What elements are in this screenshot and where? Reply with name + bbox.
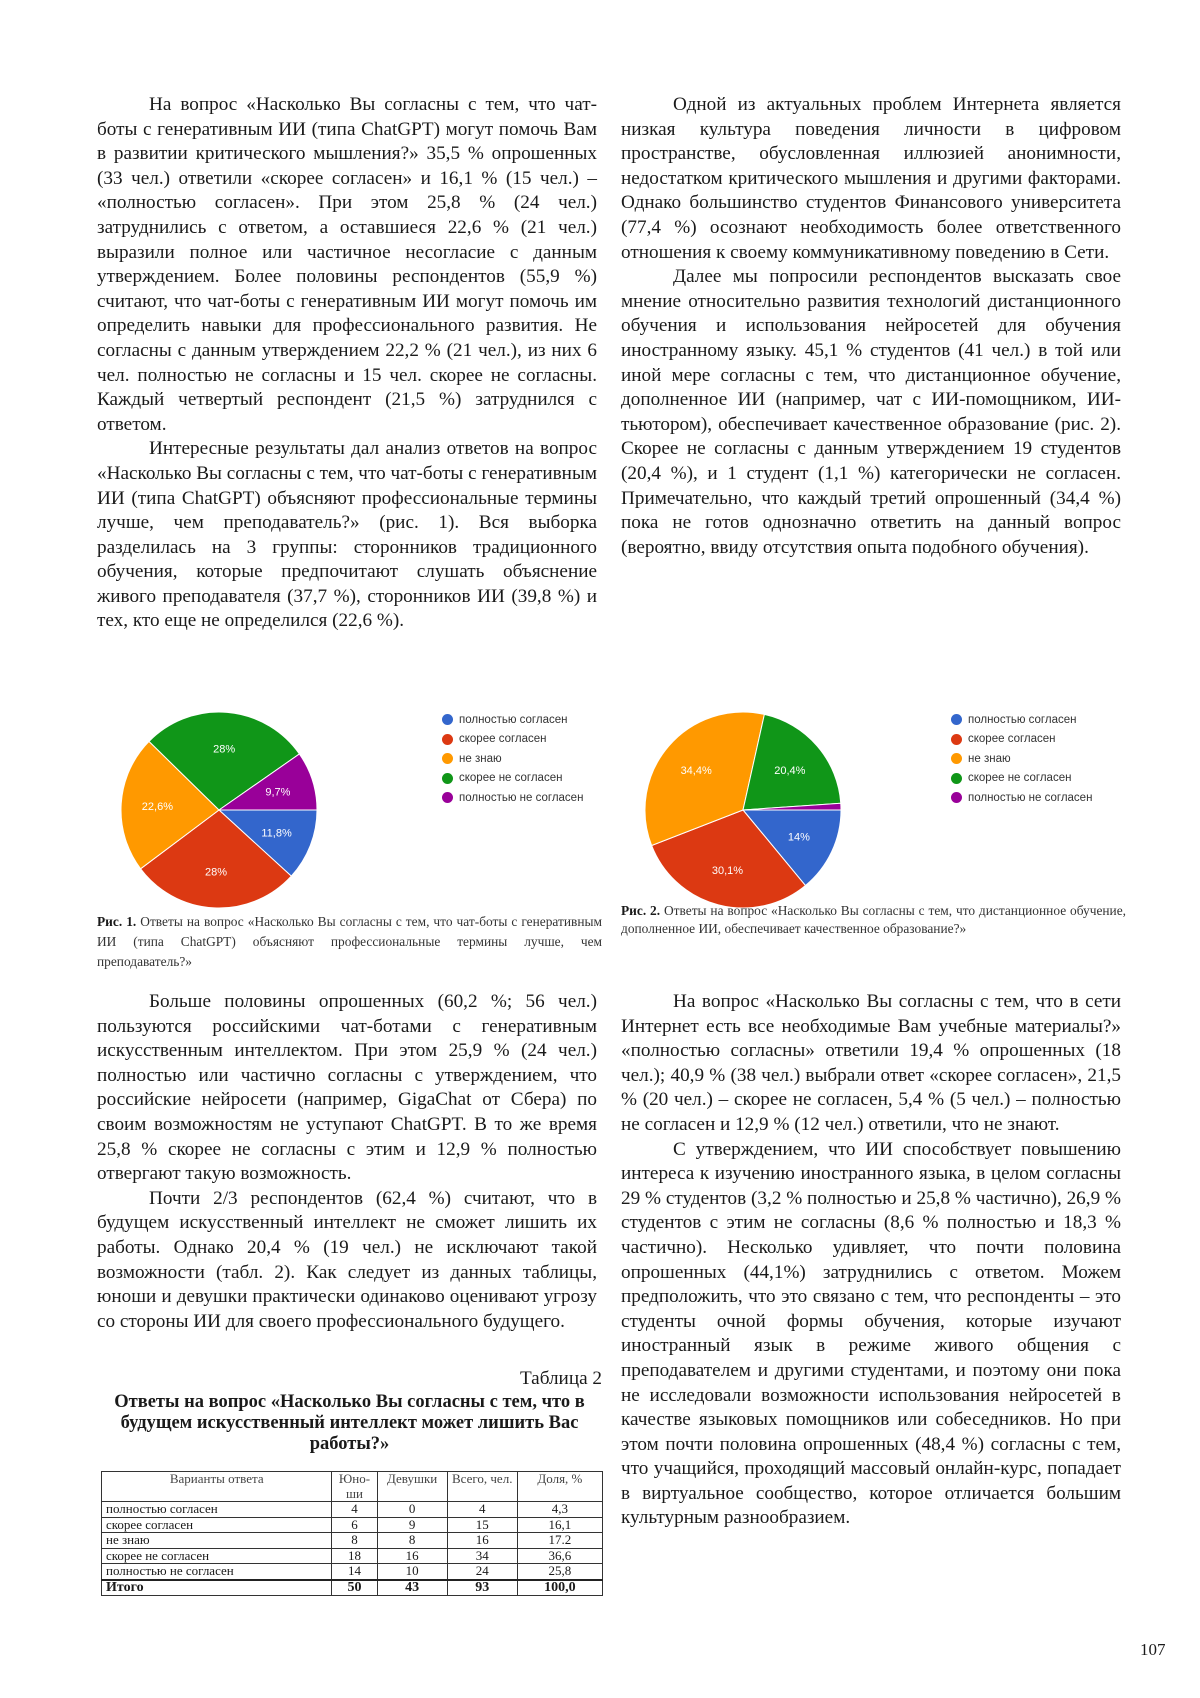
legend-label: полностью не согласен <box>459 791 584 804</box>
cell: 15 <box>447 1517 517 1533</box>
table-title: Ответы на вопрос «Насколько Вы согласны с тем, что в будущем искусственный интеллект может лишить Вас работы?» <box>114 1392 585 1454</box>
right-column-top <box>621 93 1121 560</box>
figure-1 <box>97 700 607 912</box>
legend-swatch-icon <box>442 714 453 725</box>
legend-label: полностью согласен <box>459 713 568 726</box>
header-cell: Юно-ши <box>332 1472 377 1502</box>
left-column-top <box>97 93 597 634</box>
slice-label: 20,4% <box>774 764 806 777</box>
pie-chart-2 <box>643 710 843 910</box>
table-row <box>102 1502 603 1518</box>
table-row <box>102 1564 603 1580</box>
cell: 4,3 <box>517 1502 602 1518</box>
legend-item <box>951 710 1092 730</box>
table-row <box>102 1548 603 1564</box>
paragraph: На вопрос «Насколько Вы согласны с тем, что в сети Интернет есть все необходимые Вам учебные материалы?» «полностью согласны» ответили 19,4 % опрошенных (18 чел.); 40,9 % (38 чел.) выбрали ответ «скорее согласен», 21,5 % (20 чел.) – скорее не согласен, 5,4 % (5 чел.) – полностью не согласен и 12,9 % (12 чел.) ответили, что не знают. <box>621 991 1121 1135</box>
cell: полностью не согласен <box>102 1564 332 1580</box>
legend-item <box>442 769 583 789</box>
slice-label: 28% <box>213 743 236 756</box>
cell: 100,0 <box>517 1580 602 1596</box>
legend-label: не знаю <box>968 752 1011 765</box>
figure-2 <box>621 700 1131 912</box>
figure-2-caption <box>621 902 1126 938</box>
right-column-bottom <box>621 990 1121 1531</box>
cell: 50 <box>332 1580 377 1596</box>
legend-label: не знаю <box>459 752 502 765</box>
caption-label: Рис. 2. <box>621 903 661 918</box>
table-label: Таблица 2 <box>519 1368 602 1389</box>
cell: полностью согласен <box>102 1502 332 1518</box>
legend-item <box>951 769 1092 789</box>
legend-swatch-icon <box>951 773 962 784</box>
cell: не знаю <box>102 1533 332 1549</box>
pie-chart-1 <box>119 710 319 910</box>
cell: 10 <box>377 1564 447 1580</box>
cell: 0 <box>377 1502 447 1518</box>
paragraph: Далее мы попросили респондентов высказать свое мнение относительно развития технологий дистанционного обучения и использования нейросетей для обучения иностранному языку. 45,1 % студентов (41 чел.) в той или иной мере согласны с тем, что дистанционное обучение, дополненное ИИ (например, чат с ИИ-помощником, ИИ-тьютором), обеспечивает качественное образование (рис. 2). Скорее не согласны с данным утверждением 19 студентов (20,4 %), и 1 студент (1,1 %) категорически не согласен. Примечательно, что каждый третий опрошенный (34,4 %) пока не готов однозначно ответить на данный вопрос (вероятно, ввиду отсутствия опыта подобного обучения). <box>621 266 1121 558</box>
legend-label: скорее не согласен <box>459 772 563 785</box>
legend-2 <box>951 710 1092 808</box>
legend-swatch-icon <box>951 753 962 764</box>
legend-item <box>442 710 583 730</box>
legend-item <box>951 749 1092 769</box>
slice-label: 14% <box>787 831 810 844</box>
table-row <box>102 1517 603 1533</box>
legend-label: скорее согласен <box>968 733 1056 746</box>
page-number: 107 <box>1140 1640 1166 1659</box>
table-row <box>102 1533 603 1549</box>
table-header-row <box>102 1472 603 1502</box>
cell: скорее согласен <box>102 1517 332 1533</box>
legend-label: скорее не согласен <box>968 772 1072 785</box>
cell: 8 <box>377 1533 447 1549</box>
paragraph: На вопрос «Насколько Вы согласны с тем, что чат-боты с генеративным ИИ (типа ChatGPT) могут помочь Вам в развитии критического мышления?» 35,5 % опрошенных (33 чел.) ответили «скорее согласен» и 16,1 % (15 чел.) – «полностью согласен». При этом 25,8 % (24 чел.) затруднились с ответом, а оставшиеся 22,6 % (21 чел.) выразили полное или частичное несогласие с данным утверждением. Более половины респондентов (55,9 %) считают, что чат-боты с генеративным ИИ могут помочь им определить навыки для профессионального развития. Не согласны с данным утверждением 22,2 % (21 чел.), из них 6 чел. полностью не согласны и 15 чел. скорее не согласны. Каждый четвертый респондент (21,5 %) затруднился с ответом. <box>97 94 597 435</box>
legend-item <box>442 788 583 808</box>
cell: 36,6 <box>517 1548 602 1564</box>
legend-swatch-icon <box>442 734 453 745</box>
legend-swatch-icon <box>951 714 962 725</box>
cell: 4 <box>447 1502 517 1518</box>
slice-label: 34,4% <box>680 764 712 777</box>
slice-label: 28% <box>204 866 228 879</box>
legend-swatch-icon <box>951 734 962 745</box>
cell: 8 <box>332 1533 377 1549</box>
cell: 9 <box>377 1517 447 1533</box>
data-table <box>101 1471 603 1596</box>
cell: 25,8 <box>517 1564 602 1580</box>
slice-label: 11,8% <box>261 827 292 840</box>
slice-label: 9,7% <box>265 786 291 799</box>
legend-item <box>442 730 583 750</box>
cell: 16 <box>447 1533 517 1549</box>
cell: 6 <box>332 1517 377 1533</box>
legend-swatch-icon <box>442 773 453 784</box>
legend-label: полностью не согласен <box>968 791 1093 804</box>
legend-label: полностью согласен <box>968 713 1077 726</box>
legend-swatch-icon <box>442 792 453 803</box>
header-cell: Варианты ответа <box>102 1472 332 1502</box>
legend-swatch-icon <box>951 792 962 803</box>
cell: Итого <box>102 1580 332 1596</box>
legend-swatch-icon <box>442 753 453 764</box>
cell: 93 <box>447 1580 517 1596</box>
legend-item <box>442 749 583 769</box>
left-column-bottom <box>97 990 597 1334</box>
slice-label: 30,1% <box>711 864 744 877</box>
figure-1-caption <box>97 912 602 972</box>
cell: 24 <box>447 1564 517 1580</box>
slice-label: 22,6% <box>141 800 173 813</box>
cell: 4 <box>332 1502 377 1518</box>
paragraph: Одной из актуальных проблем Интернета является низкая культура поведения личности в цифровом пространстве, обусловленная иллюзией анонимности, недостатком критического мышления и другими факторами. Однако большинство студентов Финансового университета (77,4 %) осознают необходимость более ответственного отношения к своему коммуникативному поведению в Сети. <box>621 94 1121 263</box>
cell: 43 <box>377 1580 447 1596</box>
legend-label: скорее согласен <box>459 733 547 746</box>
cell: 14 <box>332 1564 377 1580</box>
legend-item <box>951 788 1092 808</box>
caption-text: Ответы на вопрос «Насколько Вы согласны с тем, что дистанционное обучение, дополненное ИИ, обеспечивает качественное образование?» <box>621 903 1127 936</box>
legend-1 <box>442 710 583 808</box>
cell: 16,1 <box>517 1517 602 1533</box>
header-cell: Доля, % <box>517 1472 602 1502</box>
caption-text: Ответы на вопрос «Насколько Вы согласны с тем, что чат-боты с генеративным ИИ (типа ChatGPT) объясняют профессиональные термины лучше, чем преподаватель?» <box>97 914 602 969</box>
cell: 16 <box>377 1548 447 1564</box>
cell: 34 <box>447 1548 517 1564</box>
table-total-row <box>102 1580 603 1596</box>
paragraph: Больше половины опрошенных (60,2 %; 56 чел.) пользуются российскими чат-ботами с генеративным искусственным интеллектом. При этом 25,9 % (24 чел.) полностью или частично согласны с утверждением, что российские нейросети (например, GigaChat от Сбера) по своим возможностям не уступают ChatGPT. В то же время 25,8 % скорее не согласны с этим и 12,9 % полностью отвергают такую возможность. <box>97 991 597 1185</box>
cell: 18 <box>332 1548 377 1564</box>
legend-item <box>951 730 1092 750</box>
paragraph: С утверждением, что ИИ способствует повышению интереса к изучению иностранного языка, в целом согласны 29 % студентов (3,2 % полностью и 25,8 % частично), 26,9 % студентов с этим не согласны (8,6 % полностью и 18,3 % частично). Несколько удивляет, что почти половина опрошенных (44,1%) затруднились с ответом. Можем предположить, что это связано с тем, что респонденты – это студенты очной формы обучения, которые изучают иностранный язык в режиме живого общения с преподавателем и другими студентами, и поэтому они пока не исследовали возможности использования нейросетей в качестве языковых помощников или собеседников. Но при этом почти половина опрошенных (48,4 %) согласны с тем, что учащийся, проходящий массовый онлайн-курс, попадает в виртуальное сообщество, которое отличается большим культурным разнообразием. <box>621 1138 1121 1529</box>
caption-label: Рис. 1. <box>97 914 137 929</box>
paragraph: Интересные результаты дал анализ ответов на вопрос «Насколько Вы согласны с тем, что чат-боты с генеративным ИИ (типа ChatGPT) объясняют профессиональные термины лучше, чем преподаватель?» (рис. 1). Вся выборка разделилась на 3 группы: сторонников традиционного обучения, которые предпочитают слушать объяснение живого преподавателя (37,7 %), сторонников ИИ (39,8 %) и тех, кто еще не определился (22,6 %). <box>97 438 597 632</box>
paragraph: Почти 2/3 респондентов (62,4 %) считают, что в будущем искусственный интеллект не сможет лишить их работы. Однако 20,4 % (19 чел.) не исключают такой возможности (табл. 2). Как следует из данных таблицы, юноши и девушки практически одинаково оценивают угрозу со стороны ИИ для своего профессионального будущего. <box>97 1187 597 1332</box>
cell: 17.2 <box>517 1533 602 1549</box>
cell: скорее не согласен <box>102 1548 332 1564</box>
header-cell: Всего, чел. <box>447 1472 517 1502</box>
header-cell: Девушки <box>377 1472 447 1502</box>
